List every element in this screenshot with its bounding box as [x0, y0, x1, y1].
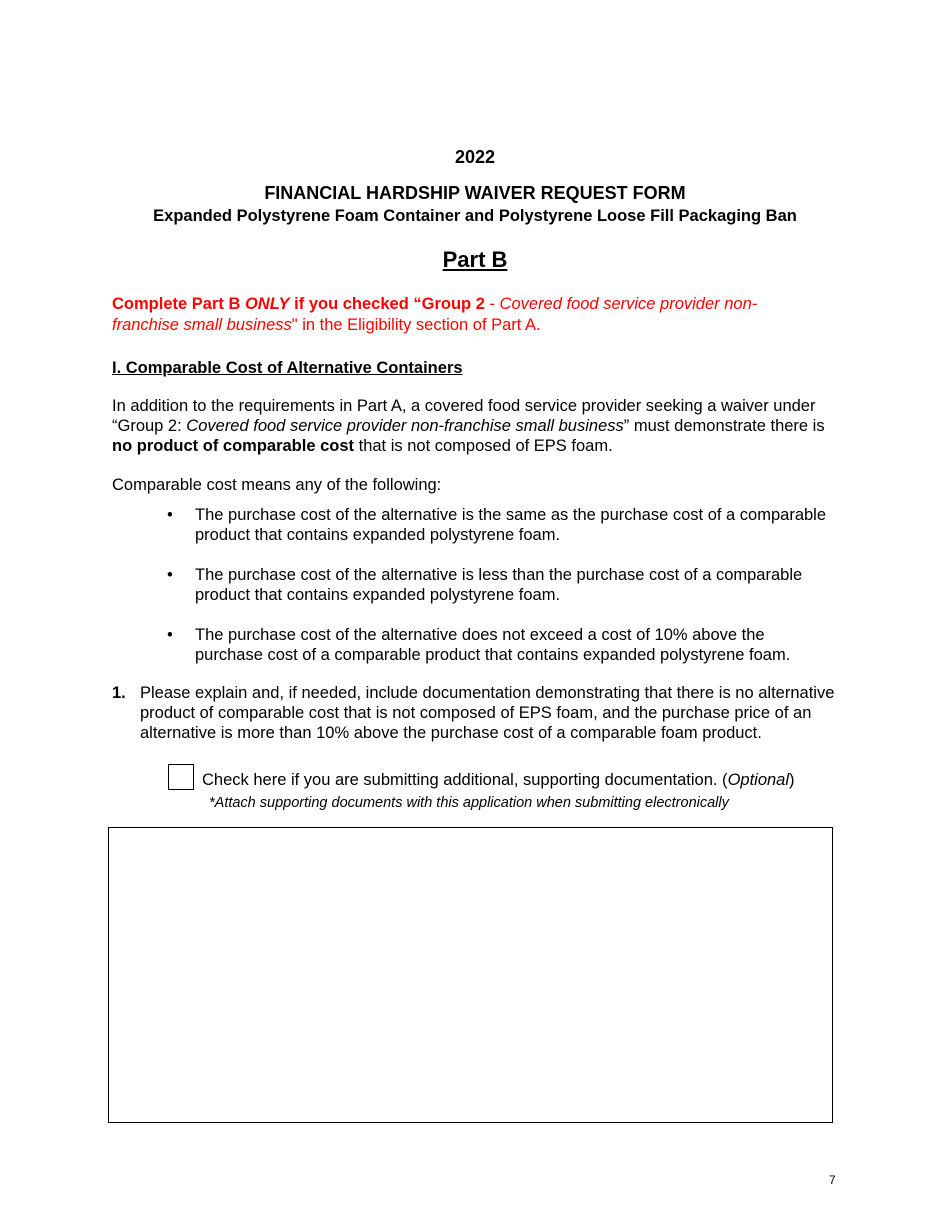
notice-bold-1: Complete Part B — [112, 295, 245, 313]
comparable-cost-intro: Comparable cost means any of the following: — [112, 476, 442, 494]
comparable-cost-list — [167, 505, 827, 685]
list-item — [167, 505, 827, 545]
supporting-docs-checkbox[interactable] — [168, 764, 194, 790]
list-item — [167, 625, 827, 665]
bullet-icon: • — [167, 566, 173, 584]
para-part-e: that is not composed of EPS foam. — [354, 437, 613, 455]
notice-bold-2: if you checked “Group 2 — [289, 295, 485, 313]
para-part-c: ” must demonstrate there is — [623, 417, 825, 435]
checkbox-label-close: ) — [789, 771, 795, 789]
para-part-b: Covered food service provider non-franchise small business — [186, 417, 624, 435]
part-heading: Part B — [442, 247, 508, 272]
notice-separator: - — [484, 295, 500, 313]
notice-group-name: Covered food service provider non-franchise small business — [112, 295, 758, 334]
form-subtitle: Expanded Polystyrene Foam Container and Polystyrene Loose Fill Packaging Ban — [153, 207, 797, 225]
checkbox-label-text: Check here if you are submitting additional, supporting documentation. ( — [202, 771, 728, 789]
list-item-text: The purchase cost of the alternative is less than the purchase cost of a comparable product that contains expanded polystyrene foam. — [195, 566, 803, 604]
list-item-text: The purchase cost of the alternative does not exceed a cost of 10% above the purchase cost of a comparable product that contains expanded polystyrene foam. — [195, 626, 791, 664]
question-text: Please explain and, if needed, include documentation demonstrating that there is no alternative product of comparable cost that is not composed of EPS foam, and the purchase price of an alternative is more than 10% above the purchase cost of a comparable foam product. — [140, 684, 835, 742]
requirements-paragraph — [112, 396, 847, 456]
notice-tail: " in the Eligibility section of Part A. — [291, 316, 541, 334]
form-title: FINANCIAL HARDSHIP WAIVER REQUEST FORM — [264, 183, 686, 203]
answer-text-area[interactable] — [108, 827, 833, 1123]
form-year: 2022 — [454, 147, 496, 167]
eligibility-notice — [112, 294, 802, 336]
question-number: 1. — [112, 684, 126, 702]
checkbox-optional: Optional — [727, 771, 790, 789]
page-number: 7 — [829, 1173, 836, 1187]
checkbox-label — [202, 771, 795, 790]
notice-only: ONLY — [244, 295, 290, 313]
attach-note: *Attach supporting documents with this application when submitting electronically — [209, 795, 729, 811]
list-item-text: The purchase cost of the alternative is the same as the purchase cost of a comparable product that contains expanded polystyrene foam. — [195, 506, 827, 544]
section-heading: I. Comparable Cost of Alternative Containers — [112, 359, 463, 377]
question-1 — [112, 683, 842, 743]
para-part-d: no product of comparable cost — [112, 437, 355, 455]
para-part-a: In addition to the requirements in Part A, a covered food service provider seeking a waiver under “Group 2: — [112, 397, 816, 435]
list-item — [167, 565, 827, 605]
bullet-icon: • — [167, 506, 173, 524]
bullet-icon: • — [167, 626, 173, 644]
